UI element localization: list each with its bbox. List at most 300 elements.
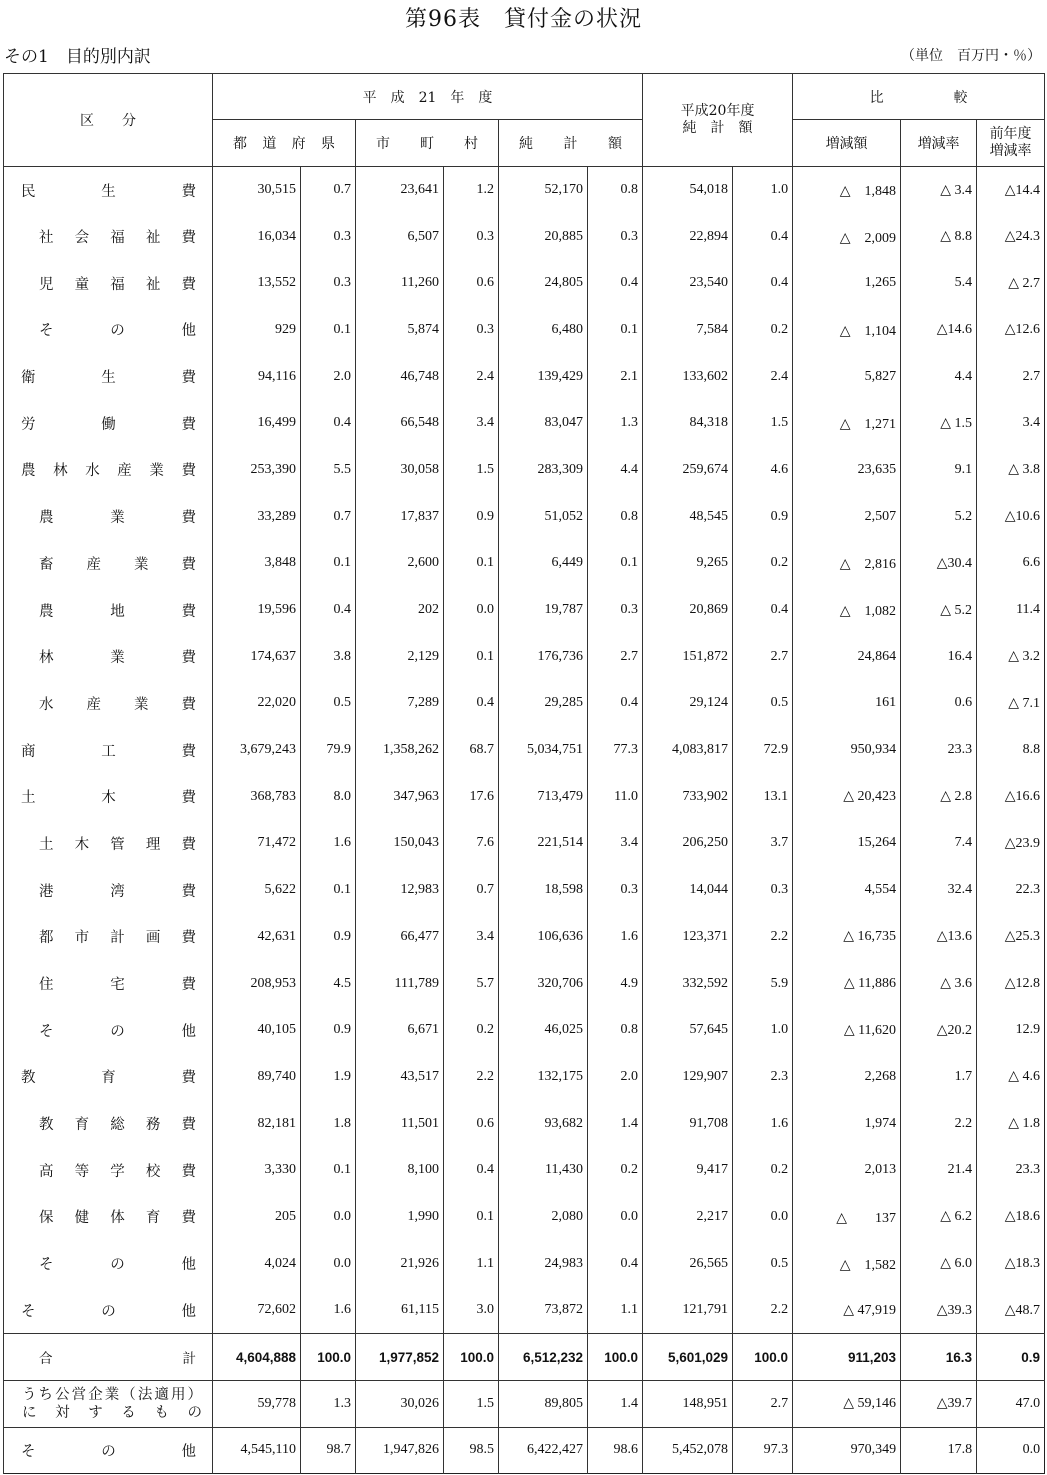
- table-cell: 4,083,817: [643, 727, 733, 774]
- table-cell: 26,565: [643, 1240, 733, 1287]
- table-cell: 2.2: [901, 1100, 977, 1147]
- table-cell: 9,417: [643, 1147, 733, 1194]
- table-cell: 72.9: [733, 727, 793, 774]
- table-cell: 5.5: [301, 447, 356, 494]
- table-cell: 23,540: [643, 260, 733, 307]
- table-cell: 0.1: [444, 540, 499, 587]
- table-cell: 0.1: [444, 1194, 499, 1241]
- table-cell: △ 47,919: [793, 1287, 901, 1334]
- header-diff: 増減額: [793, 120, 901, 167]
- table-cell: 22,020: [213, 680, 301, 727]
- table-cell: 0.4: [444, 1147, 499, 1194]
- table-cell: 0.8: [588, 1007, 643, 1054]
- table-cell: 11,260: [356, 260, 444, 307]
- table-cell: △ 1,271: [793, 400, 901, 447]
- table-cell: 2.1: [588, 353, 643, 400]
- table-cell: △18.3: [977, 1240, 1045, 1287]
- table-cell: 8.0: [301, 773, 356, 820]
- table-cell: △ 11,620: [793, 1007, 901, 1054]
- table-cell: 0.6: [444, 260, 499, 307]
- table-cell: 253,390: [213, 447, 301, 494]
- table-cell: 0.2: [733, 1147, 793, 1194]
- table-cell: △ 59,146: [793, 1380, 901, 1427]
- table-cell: 0.5: [301, 680, 356, 727]
- table-cell: 4,554: [793, 867, 901, 914]
- public-enterprise-label: うち公営企業（法適用） に対するもの: [4, 1380, 213, 1427]
- table-cell: 4,545,110: [213, 1427, 301, 1474]
- table-cell: 5,874: [356, 307, 444, 354]
- table-cell: 1.6: [733, 1100, 793, 1147]
- header-net: 純 計 額: [499, 120, 643, 167]
- table-cell: 0.3: [301, 260, 356, 307]
- header-fy21: 平 成 21 年 度: [213, 74, 643, 120]
- table-cell: 51,052: [499, 493, 588, 540]
- table-cell: 59,778: [213, 1380, 301, 1427]
- table-cell: △ 2,816: [793, 540, 901, 587]
- table-cell: 2.3: [733, 1054, 793, 1101]
- table-cell: 148,951: [643, 1380, 733, 1427]
- table-cell: 46,025: [499, 1007, 588, 1054]
- table-cell: 6,671: [356, 1007, 444, 1054]
- table-cell: 1,974: [793, 1100, 901, 1147]
- table-cell: 0.4: [733, 260, 793, 307]
- table-cell: 24,864: [793, 633, 901, 680]
- table-cell: 3.7: [733, 820, 793, 867]
- table-cell: 713,479: [499, 773, 588, 820]
- table-cell: 71,472: [213, 820, 301, 867]
- table-cell: 73,872: [499, 1287, 588, 1334]
- table-cell: 6,422,427: [499, 1427, 588, 1474]
- row-label: 社会福祉費: [4, 213, 213, 260]
- table-cell: △ 6.2: [901, 1194, 977, 1241]
- table-cell: 1.1: [444, 1240, 499, 1287]
- table-cell: 82,181: [213, 1100, 301, 1147]
- table-cell: 0.0: [444, 587, 499, 634]
- table-cell: 54,018: [643, 167, 733, 214]
- row-label: 児童福祉費: [4, 260, 213, 307]
- table-row: [4, 1147, 1045, 1194]
- table-cell: 11,430: [499, 1147, 588, 1194]
- table-cell: 174,637: [213, 633, 301, 680]
- table-cell: 1.6: [301, 820, 356, 867]
- header-rate: 増減率: [901, 120, 977, 167]
- table-cell: 1,977,852: [356, 1334, 444, 1381]
- table-cell: 4.4: [588, 447, 643, 494]
- table-cell: 23.3: [977, 1147, 1045, 1194]
- table-cell: 32.4: [901, 867, 977, 914]
- table-cell: △ 20,423: [793, 773, 901, 820]
- row-label: 土木管理費: [4, 820, 213, 867]
- row-label: その他: [4, 1007, 213, 1054]
- table-cell: 61,115: [356, 1287, 444, 1334]
- table-cell: 0.1: [301, 867, 356, 914]
- table-cell: 1.8: [301, 1100, 356, 1147]
- table-cell: 1.5: [733, 400, 793, 447]
- table-cell: 21,926: [356, 1240, 444, 1287]
- table-cell: 1.5: [444, 447, 499, 494]
- table-cell: 3.4: [444, 914, 499, 961]
- table-cell: 12.9: [977, 1007, 1045, 1054]
- table-cell: 2.2: [444, 1054, 499, 1101]
- table-cell: 332,592: [643, 960, 733, 1007]
- table-cell: 0.0: [733, 1194, 793, 1241]
- table-cell: 8.8: [977, 727, 1045, 774]
- table-cell: 5,601,029: [643, 1334, 733, 1381]
- table-cell: 0.1: [444, 633, 499, 680]
- table-cell: 11.4: [977, 587, 1045, 634]
- table-row: [4, 167, 1045, 214]
- table-cell: 0.3: [588, 213, 643, 260]
- table-cell: 1.4: [588, 1100, 643, 1147]
- table-cell: △23.9: [977, 820, 1045, 867]
- table-cell: 89,805: [499, 1380, 588, 1427]
- table-cell: 40,105: [213, 1007, 301, 1054]
- table-cell: 3.4: [977, 400, 1045, 447]
- table-cell: 1.0: [733, 167, 793, 214]
- table-cell: 121,791: [643, 1287, 733, 1334]
- table-cell: 79.9: [301, 727, 356, 774]
- table-cell: △48.7: [977, 1287, 1045, 1334]
- table-cell: 17.6: [444, 773, 499, 820]
- table-cell: 0.4: [588, 1240, 643, 1287]
- table-cell: 66,477: [356, 914, 444, 961]
- table-row: [4, 773, 1045, 820]
- table-cell: 57,645: [643, 1007, 733, 1054]
- table-cell: 77.3: [588, 727, 643, 774]
- header-compare: 比 較: [793, 74, 1045, 120]
- table-cell: 98.6: [588, 1427, 643, 1474]
- table-cell: 0.3: [588, 587, 643, 634]
- row-label: 土木費: [4, 773, 213, 820]
- page-title: 第96表 貸付金の状況: [405, 7, 642, 32]
- table-cell: △ 5.2: [901, 587, 977, 634]
- table-cell: 1.7: [901, 1054, 977, 1101]
- table-cell: 0.7: [301, 167, 356, 214]
- unit-label: （単位 百万円・％）: [901, 48, 1041, 64]
- table-cell: 0.6: [444, 1100, 499, 1147]
- table-cell: 94,116: [213, 353, 301, 400]
- table-cell: 3.0: [444, 1287, 499, 1334]
- table-cell: 98.7: [301, 1427, 356, 1474]
- table-cell: 11,501: [356, 1100, 444, 1147]
- row-label: 高等学校費: [4, 1147, 213, 1194]
- table-cell: 5,622: [213, 867, 301, 914]
- table-cell: 19,596: [213, 587, 301, 634]
- table-cell: 66,548: [356, 400, 444, 447]
- table-cell: 0.3: [588, 867, 643, 914]
- table-cell: 0.4: [444, 680, 499, 727]
- table-cell: 91,708: [643, 1100, 733, 1147]
- table-row: [4, 307, 1045, 354]
- table-cell: 11.0: [588, 773, 643, 820]
- table-cell: 15,264: [793, 820, 901, 867]
- table-row: [4, 540, 1045, 587]
- table-cell: 100.0: [444, 1334, 499, 1381]
- table-cell: 0.0: [977, 1427, 1045, 1474]
- table-cell: 1,990: [356, 1194, 444, 1241]
- table-cell: 0.3: [301, 213, 356, 260]
- table-cell: 19,787: [499, 587, 588, 634]
- header-prev-rate: 前年度 増減率: [977, 120, 1045, 167]
- table-row: [4, 1100, 1045, 1147]
- table-cell: 733,902: [643, 773, 733, 820]
- table-cell: 1.5: [444, 1380, 499, 1427]
- table-cell: 0.5: [733, 680, 793, 727]
- table-cell: 17.8: [901, 1427, 977, 1474]
- table-cell: 24,983: [499, 1240, 588, 1287]
- other-row: [4, 1427, 1045, 1474]
- table-cell: 139,429: [499, 353, 588, 400]
- table-cell: △18.6: [977, 1194, 1045, 1241]
- table-cell: 46,748: [356, 353, 444, 400]
- table-cell: 911,203: [793, 1334, 901, 1381]
- table-row: [4, 820, 1045, 867]
- row-label: 農林水産業費: [4, 447, 213, 494]
- table-cell: 129,907: [643, 1054, 733, 1101]
- table-cell: 21.4: [901, 1147, 977, 1194]
- table-cell: 7.4: [901, 820, 977, 867]
- table-cell: 1,265: [793, 260, 901, 307]
- table-cell: 2.4: [444, 353, 499, 400]
- table-cell: △ 1.5: [901, 400, 977, 447]
- table-cell: 30,515: [213, 167, 301, 214]
- table-cell: 6,480: [499, 307, 588, 354]
- table-cell: 0.3: [444, 213, 499, 260]
- row-label: 林業費: [4, 633, 213, 680]
- table-cell: 202: [356, 587, 444, 634]
- table-cell: △ 16,735: [793, 914, 901, 961]
- table-cell: 0.1: [301, 540, 356, 587]
- table-cell: 18,598: [499, 867, 588, 914]
- table-cell: 2.2: [733, 914, 793, 961]
- table-cell: 0.7: [301, 493, 356, 540]
- table-cell: 2,268: [793, 1054, 901, 1101]
- table-cell: 950,934: [793, 727, 901, 774]
- table-cell: 0.0: [301, 1240, 356, 1287]
- table-cell: 9.1: [901, 447, 977, 494]
- table-cell: 42,631: [213, 914, 301, 961]
- total-row: [4, 1334, 1045, 1381]
- row-label: 都市計画費: [4, 914, 213, 961]
- table-cell: △ 2.8: [901, 773, 977, 820]
- table-cell: 0.5: [733, 1240, 793, 1287]
- table-cell: 0.2: [444, 1007, 499, 1054]
- table-cell: 161: [793, 680, 901, 727]
- table-cell: 100.0: [301, 1334, 356, 1381]
- table-cell: 17,837: [356, 493, 444, 540]
- table-cell: 0.4: [733, 587, 793, 634]
- table-cell: 4,604,888: [213, 1334, 301, 1381]
- table-row: [4, 633, 1045, 680]
- table-cell: 16.3: [901, 1334, 977, 1381]
- table-cell: 0.3: [733, 867, 793, 914]
- table-cell: 48,545: [643, 493, 733, 540]
- table-cell: △ 6.0: [901, 1240, 977, 1287]
- header-prefecture: 都道府県: [213, 120, 356, 167]
- table-cell: 206,250: [643, 820, 733, 867]
- table-cell: 1.0: [733, 1007, 793, 1054]
- table-cell: 111,789: [356, 960, 444, 1007]
- table-cell: 13,552: [213, 260, 301, 307]
- table-cell: 100.0: [588, 1334, 643, 1381]
- table-cell: △39.3: [901, 1287, 977, 1334]
- row-label: 労働費: [4, 400, 213, 447]
- table-cell: △ 1,104: [793, 307, 901, 354]
- table-cell: 9,265: [643, 540, 733, 587]
- table-row: [4, 353, 1045, 400]
- table-cell: 29,124: [643, 680, 733, 727]
- table-cell: △12.6: [977, 307, 1045, 354]
- loan-table: [3, 73, 1045, 1474]
- table-row: [4, 213, 1045, 260]
- table-cell: 3,679,243: [213, 727, 301, 774]
- row-label: その他: [4, 1287, 213, 1334]
- table-cell: 2.7: [977, 353, 1045, 400]
- row-label: 港湾費: [4, 867, 213, 914]
- table-cell: △ 7.1: [977, 680, 1045, 727]
- table-cell: △ 1,582: [793, 1240, 901, 1287]
- table-cell: △14.6: [901, 307, 977, 354]
- row-label: その他: [4, 1240, 213, 1287]
- table-cell: 1.2: [444, 167, 499, 214]
- table-cell: 2.7: [588, 633, 643, 680]
- table-cell: △13.6: [901, 914, 977, 961]
- table-cell: 0.1: [588, 540, 643, 587]
- table-cell: 33,289: [213, 493, 301, 540]
- table-cell: 0.4: [301, 400, 356, 447]
- table-cell: 3,848: [213, 540, 301, 587]
- table-cell: 0.7: [444, 867, 499, 914]
- table-cell: 259,674: [643, 447, 733, 494]
- table-row: [4, 1007, 1045, 1054]
- table-cell: 2,129: [356, 633, 444, 680]
- table-cell: 68.7: [444, 727, 499, 774]
- table-cell: 2,600: [356, 540, 444, 587]
- row-label: 教育費: [4, 1054, 213, 1101]
- table-cell: 20,885: [499, 213, 588, 260]
- table-cell: 3.4: [444, 400, 499, 447]
- table-cell: 221,514: [499, 820, 588, 867]
- table-cell: △ 3.8: [977, 447, 1045, 494]
- table-row: [4, 914, 1045, 961]
- table-cell: 4.9: [588, 960, 643, 1007]
- table-cell: 0.4: [588, 680, 643, 727]
- table-cell: 7,584: [643, 307, 733, 354]
- row-label: 商工費: [4, 727, 213, 774]
- row-label: 教育総務費: [4, 1100, 213, 1147]
- table-row: [4, 587, 1045, 634]
- table-cell: 47.0: [977, 1380, 1045, 1427]
- table-row: [4, 727, 1045, 774]
- table-cell: △25.3: [977, 914, 1045, 961]
- table-cell: 0.1: [301, 1147, 356, 1194]
- table-cell: 132,175: [499, 1054, 588, 1101]
- header-fy20: 平成20年度 純 計 額: [643, 74, 793, 167]
- table-row: [4, 680, 1045, 727]
- table-cell: 0.1: [301, 307, 356, 354]
- table-cell: 4.6: [733, 447, 793, 494]
- table-body: [4, 167, 1045, 1474]
- table-cell: 1.6: [588, 914, 643, 961]
- other-label: その他: [4, 1427, 213, 1474]
- table-cell: 6,507: [356, 213, 444, 260]
- table-cell: 2,217: [643, 1194, 733, 1241]
- table-cell: △ 3.6: [901, 960, 977, 1007]
- table-cell: 1.3: [301, 1380, 356, 1427]
- table-cell: 2,507: [793, 493, 901, 540]
- table-cell: 1.3: [588, 400, 643, 447]
- header-municipality: 市 町 村: [356, 120, 499, 167]
- table-cell: 1,358,262: [356, 727, 444, 774]
- table-cell: 0.2: [733, 307, 793, 354]
- table-cell: 83,047: [499, 400, 588, 447]
- table-row: [4, 260, 1045, 307]
- table-cell: 22.3: [977, 867, 1045, 914]
- table-cell: 100.0: [733, 1334, 793, 1381]
- table-cell: 0.9: [444, 493, 499, 540]
- table-cell: 5.4: [901, 260, 977, 307]
- table-row: [4, 960, 1045, 1007]
- row-label: その他: [4, 307, 213, 354]
- table-cell: △ 1,082: [793, 587, 901, 634]
- table-cell: 2.0: [588, 1054, 643, 1101]
- table-cell: 0.3: [444, 307, 499, 354]
- table-cell: 97.3: [733, 1427, 793, 1474]
- table-cell: 16.4: [901, 633, 977, 680]
- total-label: 合計: [4, 1334, 213, 1381]
- table-cell: 0.1: [588, 307, 643, 354]
- table-cell: 98.5: [444, 1427, 499, 1474]
- table-cell: 106,636: [499, 914, 588, 961]
- table-cell: △ 1.8: [977, 1100, 1045, 1147]
- table-cell: 320,706: [499, 960, 588, 1007]
- table-cell: 0.4: [301, 587, 356, 634]
- table-cell: 368,783: [213, 773, 301, 820]
- table-cell: 4.5: [301, 960, 356, 1007]
- row-label: 農地費: [4, 587, 213, 634]
- table-cell: △ 137: [793, 1194, 901, 1241]
- table-cell: 23,635: [793, 447, 901, 494]
- table-cell: 1,947,826: [356, 1427, 444, 1474]
- table-cell: 0.9: [733, 493, 793, 540]
- table-cell: 0.8: [588, 167, 643, 214]
- row-label: 畜産業費: [4, 540, 213, 587]
- table-cell: 5.7: [444, 960, 499, 1007]
- table-cell: 2,080: [499, 1194, 588, 1241]
- table-cell: 72,602: [213, 1287, 301, 1334]
- table-cell: 2.2: [733, 1287, 793, 1334]
- table-cell: 93,682: [499, 1100, 588, 1147]
- table-cell: 929: [213, 307, 301, 354]
- table-cell: 0.4: [733, 213, 793, 260]
- row-label: 衛生費: [4, 353, 213, 400]
- table-cell: 12,983: [356, 867, 444, 914]
- table-cell: 14,044: [643, 867, 733, 914]
- table-cell: 7.6: [444, 820, 499, 867]
- table-cell: △20.2: [901, 1007, 977, 1054]
- header-category: 区 分: [4, 74, 213, 167]
- table-row: [4, 1287, 1045, 1334]
- table-cell: 2.4: [733, 353, 793, 400]
- table-cell: 6.6: [977, 540, 1045, 587]
- table-cell: 5,034,751: [499, 727, 588, 774]
- table-cell: 6,512,232: [499, 1334, 588, 1381]
- table-cell: 30,026: [356, 1380, 444, 1427]
- table-cell: 52,170: [499, 167, 588, 214]
- table-cell: △ 3.2: [977, 633, 1045, 680]
- table-cell: 0.0: [588, 1194, 643, 1241]
- table-cell: 151,872: [643, 633, 733, 680]
